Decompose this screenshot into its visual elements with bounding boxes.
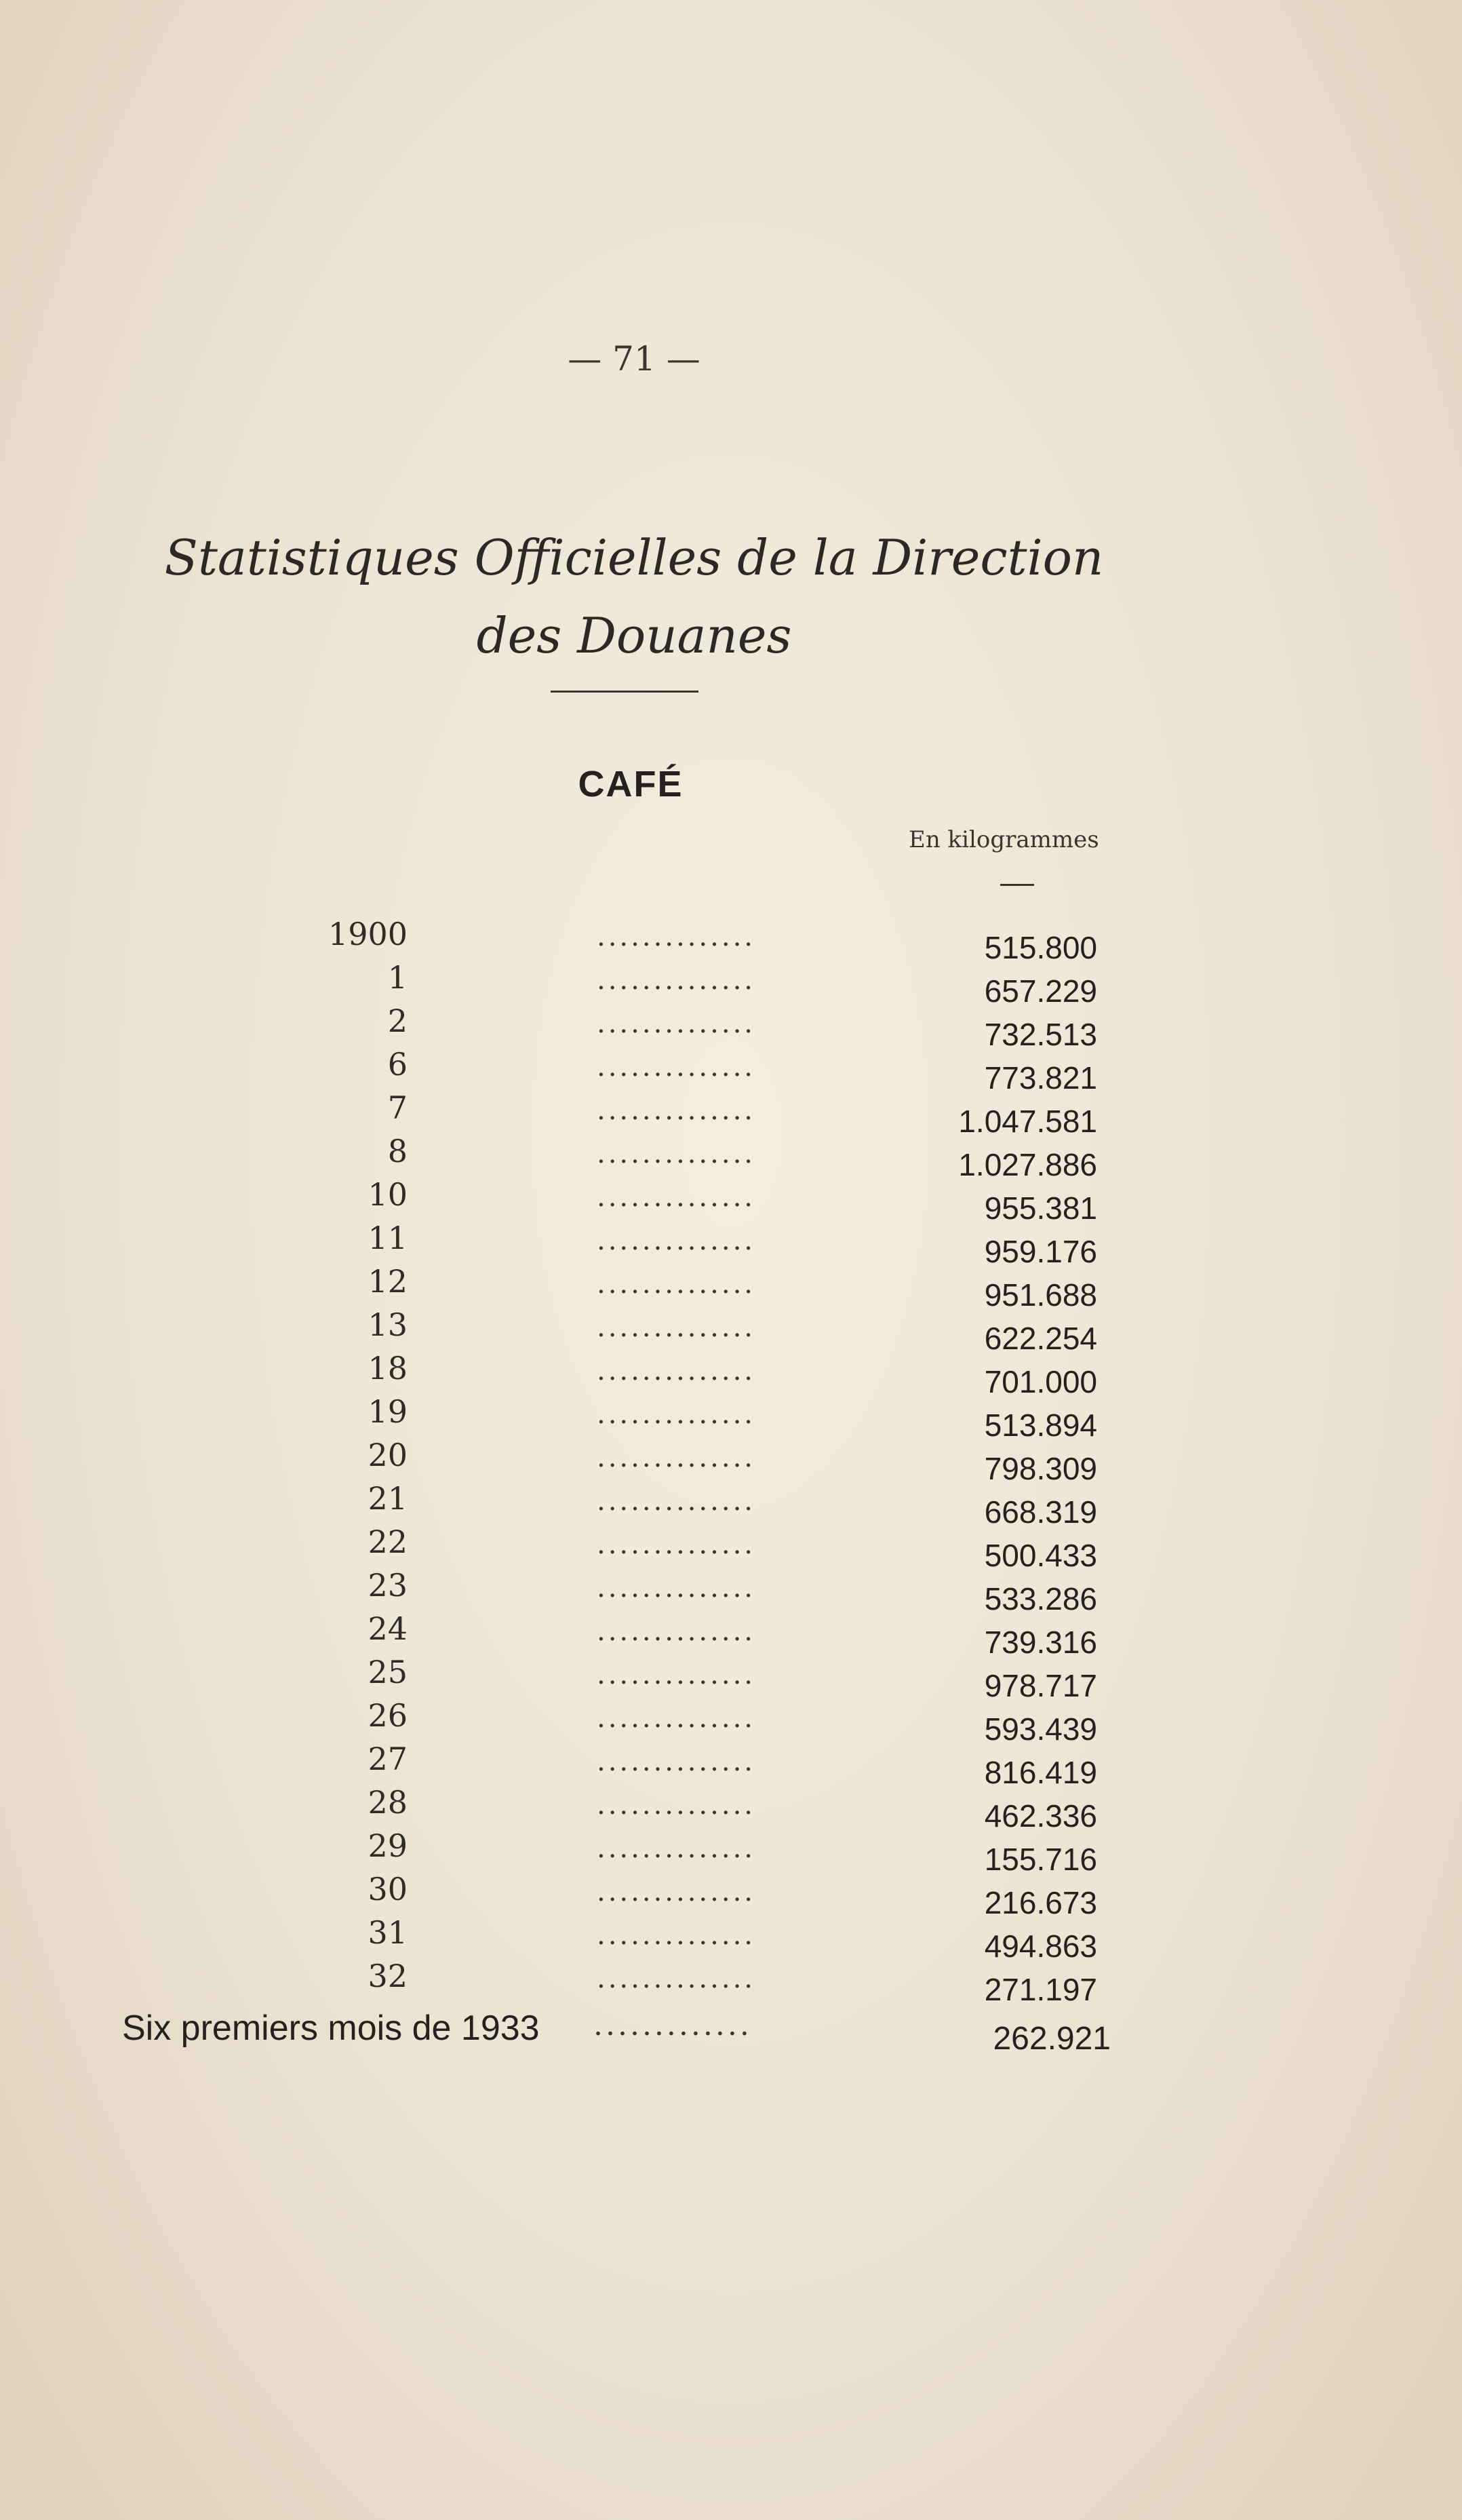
value-cell: 816.419 <box>984 1755 1097 1790</box>
dot-leader: .............. <box>597 1051 756 1083</box>
page-title: Statistiques Officielles de la Direction <box>164 529 1104 586</box>
year-cell: 18 <box>368 1350 408 1387</box>
dot-leader: .............. <box>597 1572 756 1604</box>
table-row <box>0 916 1462 965</box>
table-row <box>0 1610 1462 1660</box>
table-row <box>0 1176 1462 1226</box>
table-row <box>0 1263 1462 1313</box>
dot-leader: .............. <box>597 1138 756 1169</box>
table-row <box>0 1871 1462 1920</box>
value-cell: 533.286 <box>984 1581 1097 1616</box>
table-row <box>0 1306 1462 1356</box>
dot-leader: .............. <box>597 1355 756 1387</box>
year-cell: 1 <box>387 959 408 996</box>
table-summary-row <box>122 2008 1111 2062</box>
value-cell: 978.717 <box>984 1668 1097 1703</box>
value-cell: 622.254 <box>984 1321 1097 1356</box>
dot-leader: .............. <box>597 1095 756 1126</box>
table-row <box>0 1654 1462 1703</box>
statistics-table <box>0 916 1462 2007</box>
summary-label: Six premiers mois de 1933 <box>122 2009 540 2048</box>
year-cell: 28 <box>368 1784 408 1821</box>
year-cell: 20 <box>368 1437 408 1473</box>
dot-leader: .............. <box>597 1833 756 1864</box>
year-cell: 27 <box>368 1741 408 1777</box>
summary-value: 262.921 <box>993 2021 1111 2057</box>
dot-leader: .............. <box>597 921 756 952</box>
value-cell: 1.047.581 <box>958 1104 1097 1139</box>
dot-leader: .............. <box>597 1963 756 1994</box>
value-cell: 216.673 <box>984 1885 1097 1920</box>
section-heading: CAFÉ <box>578 764 684 805</box>
value-cell: 593.439 <box>984 1711 1097 1747</box>
value-cell: 494.863 <box>984 1928 1097 1964</box>
value-cell: 732.513 <box>984 1017 1097 1052</box>
year-cell: 19 <box>368 1393 408 1430</box>
dot-leader: .............. <box>597 1746 756 1777</box>
dot-leader: .............. <box>597 1312 756 1343</box>
year-cell: 24 <box>368 1610 408 1647</box>
page-number: — 71 — <box>568 339 700 379</box>
year-cell: 32 <box>368 1958 408 1994</box>
year-cell: 26 <box>368 1697 408 1734</box>
dot-leader: .............. <box>597 1920 756 1951</box>
year-cell: 23 <box>368 1567 408 1604</box>
table-row <box>0 1437 1462 1486</box>
table-row <box>0 1567 1462 1616</box>
table-row <box>0 1480 1462 1530</box>
dot-leader: ............. <box>593 2008 752 2042</box>
table-row <box>0 1089 1462 1139</box>
table-row <box>0 1350 1462 1399</box>
year-cell: 29 <box>368 1827 408 1864</box>
page-subtitle: des Douanes <box>476 607 792 664</box>
value-cell: 668.319 <box>984 1494 1097 1530</box>
value-cell: 515.800 <box>984 930 1097 965</box>
table-row <box>0 1393 1462 1443</box>
year-cell: 22 <box>368 1524 408 1560</box>
unit-dash <box>1000 884 1034 886</box>
table-row <box>0 1958 1462 2007</box>
dot-leader: .............. <box>597 1182 756 1213</box>
value-cell: 739.316 <box>984 1625 1097 1660</box>
dot-leader: .............. <box>597 1268 756 1300</box>
value-cell: 798.309 <box>984 1451 1097 1486</box>
title-rule <box>551 691 698 693</box>
value-cell: 462.336 <box>984 1798 1097 1834</box>
dot-leader: .............. <box>597 1616 756 1647</box>
value-cell: 271.197 <box>984 1972 1097 2007</box>
year-cell: 10 <box>368 1176 408 1213</box>
table-row <box>0 1003 1462 1052</box>
value-cell: 657.229 <box>984 973 1097 1009</box>
year-cell: 30 <box>368 1871 408 1907</box>
table-row <box>0 959 1462 1009</box>
dot-leader: .............. <box>597 1529 756 1560</box>
value-cell: 701.000 <box>984 1364 1097 1399</box>
dot-leader: .............. <box>597 1789 756 1821</box>
table-row <box>0 1741 1462 1790</box>
dot-leader: .............. <box>597 1399 756 1430</box>
year-cell: 13 <box>368 1306 408 1343</box>
dot-leader: .............. <box>597 1225 756 1256</box>
dot-leader: .............. <box>597 965 756 996</box>
dot-leader: .............. <box>597 1876 756 1907</box>
table-row <box>0 1827 1462 1877</box>
dot-leader: .............. <box>597 1486 756 1517</box>
value-cell: 773.821 <box>984 1060 1097 1096</box>
year-cell: 31 <box>368 1914 408 1951</box>
year-cell: 1900 <box>328 916 408 952</box>
dot-leader: .............. <box>597 1659 756 1690</box>
year-cell: 6 <box>387 1046 408 1083</box>
dot-leader: .............. <box>597 1442 756 1473</box>
year-cell: 12 <box>368 1263 408 1300</box>
table-row <box>0 1784 1462 1834</box>
value-cell: 955.381 <box>984 1190 1097 1226</box>
table-row <box>0 1697 1462 1747</box>
table-row <box>0 1220 1462 1269</box>
table-row <box>0 1524 1462 1573</box>
value-cell: 959.176 <box>984 1234 1097 1269</box>
value-cell: 951.688 <box>984 1277 1097 1313</box>
year-cell: 7 <box>387 1089 408 1126</box>
dot-leader: .............. <box>597 1703 756 1734</box>
value-cell: 500.433 <box>984 1538 1097 1573</box>
year-cell: 11 <box>368 1220 408 1256</box>
table-row <box>0 1133 1462 1182</box>
unit-label: En kilogrammes <box>909 826 1099 853</box>
year-cell: 21 <box>368 1480 408 1517</box>
table-row <box>0 1046 1462 1096</box>
value-cell: 1.027.886 <box>958 1147 1097 1182</box>
year-cell: 25 <box>368 1654 408 1690</box>
year-cell: 8 <box>387 1133 408 1169</box>
value-cell: 155.716 <box>984 1842 1097 1877</box>
value-cell: 513.894 <box>984 1408 1097 1443</box>
table-row <box>0 1914 1462 1964</box>
year-cell: 2 <box>387 1003 408 1039</box>
dot-leader: .............. <box>597 1008 756 1039</box>
